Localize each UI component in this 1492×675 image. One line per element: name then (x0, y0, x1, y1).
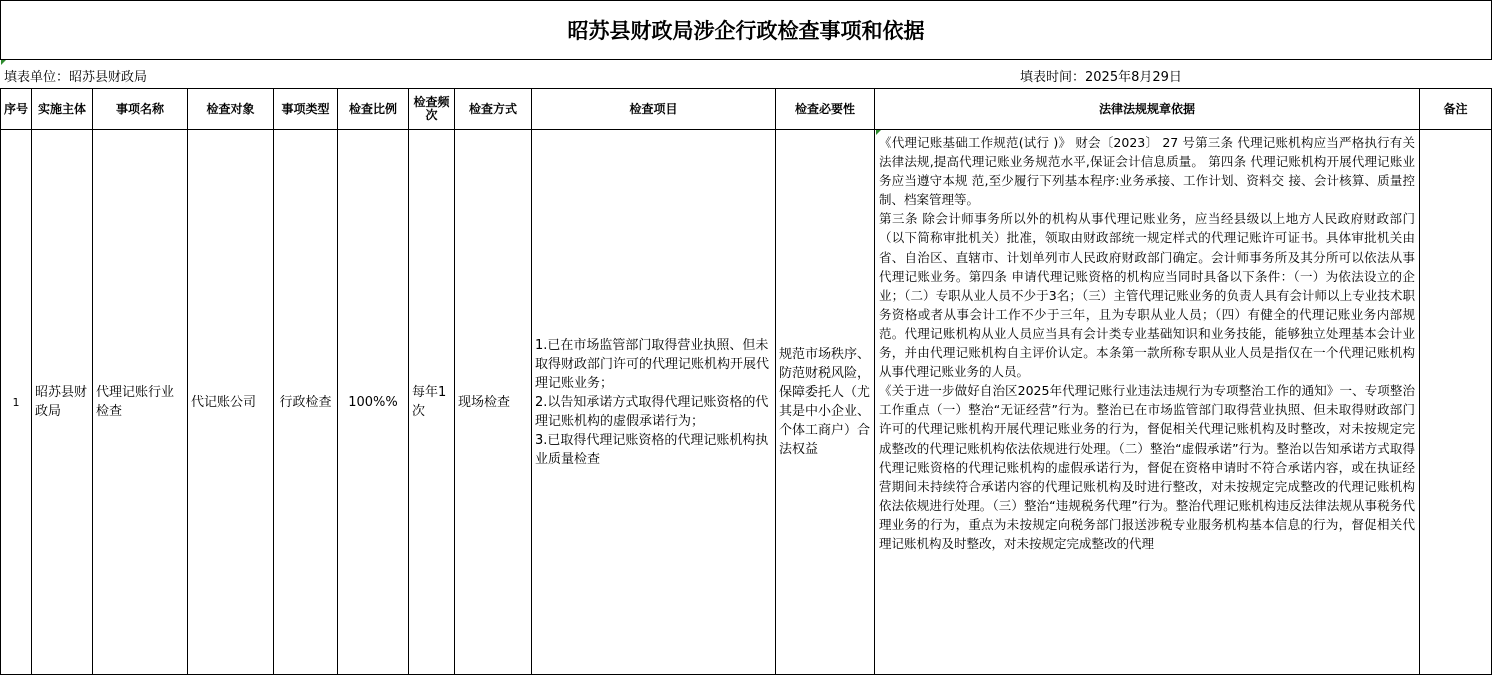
header-type[interactable]: 事项类型 (274, 88, 338, 130)
cell-seq[interactable]: 1 (0, 130, 32, 675)
info-row (0, 60, 1492, 88)
header-note[interactable]: 备注 (1420, 88, 1492, 130)
header-object[interactable]: 检查对象 (188, 88, 274, 130)
cell-type[interactable]: 行政检查 (274, 130, 338, 675)
basis-paragraph-2: 第三条 除会计师事务所以外的机构从事代理记账业务，应当经县级以上地方人民政府财政部门（以下简称审批机关）批准，领取由财政部统一规定样式的代理记账许可证书。具体审批机关由省、自治区、直辖市、计划单列市人民政府财政部门确定。会计师事务所及其分所可以依法从事代理记账业务。第四条 申请代理记账资格的机构应当同时具备以下条件：（一）为依法设立的企业；（二）专职从业人员不少于3名；（三）主管代理记账业务的负责人具有会计师以上专业技术职务资格或者从事会计工作不少于三年，且为专职从业人员；（四）有健全的代理记账业务内部规范。代理记账机构从业人员应当具有会计类专业基础知识和业务技能，能够独立处理基本会计业务，并由代理记账机构自主评价认定。本条第一款所称专职从业人员是指仅在一个代理记账机构从事代理记账业务的人员。 (879, 211, 1415, 380)
sheet-title[interactable]: 昭苏县财政局涉企行政检查事项和依据 (0, 0, 1492, 60)
cell-object[interactable]: 代记账公司 (188, 130, 274, 675)
fill-unit-label[interactable]: 填表单位：昭苏县财政局 (4, 70, 148, 85)
header-necessity[interactable]: 检查必要性 (776, 88, 875, 130)
cell-items[interactable]: 1.已在市场监管部门取得营业执照、但未取得财政部门许可的代理记账机构开展代理记账业务； 2.以告知承诺方式取得代理记账资格的代理记账机构的虚假承诺行为； 3.已取得代理记账资格的代理记账机构执业质量检查 (532, 130, 776, 675)
header-subject[interactable]: 实施主体 (32, 88, 93, 130)
cell-frequency[interactable]: 每年1次 (409, 130, 455, 675)
cell-method[interactable]: 现场检查 (455, 130, 532, 675)
header-name[interactable]: 事项名称 (93, 88, 188, 130)
header-seq[interactable]: 序号 (0, 88, 32, 130)
basis-paragraph-1: 《代理记账基础工作规范(试行 )》 财会〔2023〕 27 号第三条 代理记账机构应当严格执行有关法律法规,提高代理记账业务规范水平,保证会计信息质量。 第四条 代理记账机构开展代理记账业务应当遵守本规 范,至少履行下列基本程序:业务承接、工作计划、资料交 接、会计核算、质量控制、档案管理等。 (879, 135, 1415, 208)
basis-paragraph-3: 《关于进一步做好自治区2025年代理记账行业违法违规行为专项整治工作的通知》一、专项整治工作重点（一）整治“无证经营”行为。整治已在市场监管部门取得营业执照、但未取得财政部门许可的代理记账机构开展代理记账业务的行为，督促相关代理记账机构及时整改，对未按规定完成整改的代理记账机构依法依规进行处理。（二）整治“虚假承诺”行为。整治以告知承诺方式取得代理记账资格的代理记账机构的虚假承诺行为，督促在资格申请时不符合承诺内容，或在执证经营期间未持续符合承诺内容的代理记账机构及时进行整改，对未按规定完成整改的代理记账机构依法依规进行处理。（三）整治“违规税务代理”行为。整治代理记账机构违反法律法规从事税务代理业务的行为，重点为未按规定向税务部门报送涉税专业服务机构基本信息的行为，督促相关代理记账机构及时整改，对未按规定完成整改的代理 (879, 383, 1415, 551)
fill-date-label[interactable]: 填表时间：2025年8月29日 (1020, 70, 1182, 85)
cell-name[interactable]: 代理记账行业检查 (93, 130, 188, 675)
header-items[interactable]: 检查项目 (532, 88, 776, 130)
cell-necessity[interactable]: 规范市场秩序、防范财税风险，保障委托人（尤其是中小企业、个体工商户）合法权益 (776, 130, 875, 675)
cell-comment-marker (876, 130, 881, 135)
header-basis[interactable]: 法律法规规章依据 (875, 88, 1420, 130)
cell-subject[interactable]: 昭苏县财政局 (32, 130, 93, 675)
header-frequency[interactable]: 检查频次 (409, 88, 455, 130)
cell-ratio[interactable]: 100%% (338, 130, 409, 675)
cell-note[interactable] (1420, 130, 1492, 675)
cell-comment-marker (1, 60, 6, 65)
header-ratio[interactable]: 检查比例 (338, 88, 409, 130)
cell-basis[interactable] (875, 130, 1420, 675)
header-method[interactable]: 检查方式 (455, 88, 532, 130)
